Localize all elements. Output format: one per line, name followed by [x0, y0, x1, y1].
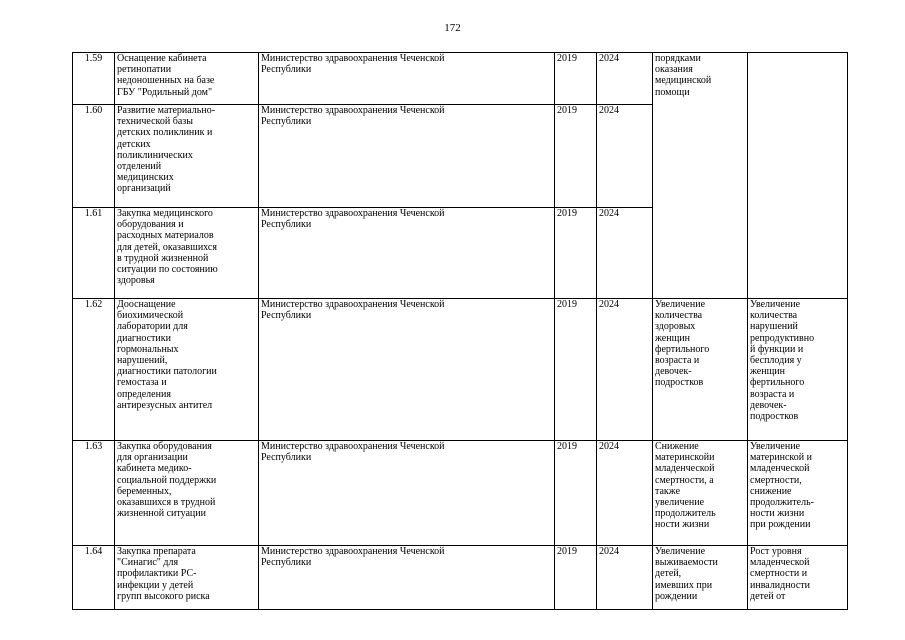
- executor: Министерство здравоохранения Чеченской Республики: [259, 441, 555, 546]
- executor: Министерство здравоохранения Чеченской Республики: [259, 546, 555, 610]
- table-row: [73, 441, 848, 546]
- measure-name: Дооснащение биохимической лаборатории для диагностики гормональных нарушений, диагностики патологии гемостаза и определения антирезусных антител: [115, 299, 259, 441]
- row-number: 1.64: [73, 546, 115, 610]
- risk: Увеличение количества нарушений репродуктивно й функции и бесплодия у женщин фертильного возраста и девочек- подростков: [748, 299, 848, 441]
- expected-result: Снижение материнскойи младенческой смертности, а также увеличение продолжитель ности жизни: [653, 441, 748, 546]
- start-year: 2019: [555, 546, 597, 610]
- page-number: 172: [444, 22, 461, 34]
- row-number: 1.63: [73, 441, 115, 546]
- start-year: 2019: [555, 105, 597, 208]
- risk: Увеличение материнской и младенческой смертности, снижение продолжитель- ности жизни при рождении: [748, 441, 848, 546]
- measure-name: Оснащение кабинета ретинопатии недоношенных на базе ГБУ "Родильный дом": [115, 53, 259, 105]
- table-row: [73, 53, 848, 105]
- risk: Рост уровня младенческой смертности и инвалидности детей от: [748, 546, 848, 610]
- end-year: 2024: [597, 105, 653, 208]
- executor: Министерство здравоохранения Чеченской Республики: [259, 208, 555, 299]
- risk-merged: [748, 53, 848, 299]
- executor: Министерство здравоохранения Чеченской Республики: [259, 53, 555, 105]
- measure-name: Закупка медицинского оборудования и расходных материалов для детей, оказавшихся в трудной жизненной ситуации по состоянию здоровья: [115, 208, 259, 299]
- row-number: 1.59: [73, 53, 115, 105]
- measure-name: Развитие материально- технической базы детских поликлиник и детских поликлинических отделений медицинских организаций: [115, 105, 259, 208]
- row-number: 1.62: [73, 299, 115, 441]
- expected-result: Увеличение выживаемости детей, имевших при рождении: [653, 546, 748, 610]
- measures-table: [72, 52, 848, 610]
- expected-result-merged: порядками оказания медицинской помощи: [653, 53, 748, 299]
- table-row: [73, 299, 848, 441]
- start-year: 2019: [555, 441, 597, 546]
- executor: Министерство здравоохранения Чеченской Республики: [259, 105, 555, 208]
- row-number: 1.60: [73, 105, 115, 208]
- measure-name: Закупка препарата "Синагис" для профилактики РС- инфекции у детей групп высокого риска: [115, 546, 259, 610]
- executor: Министерство здравоохранения Чеченской Республики: [259, 299, 555, 441]
- end-year: 2024: [597, 441, 653, 546]
- start-year: 2019: [555, 208, 597, 299]
- end-year: 2024: [597, 53, 653, 105]
- row-number: 1.61: [73, 208, 115, 299]
- end-year: 2024: [597, 299, 653, 441]
- end-year: 2024: [597, 208, 653, 299]
- table-row: [73, 546, 848, 610]
- measure-name: Закупка оборудования для организации кабинета медико- социальной поддержки беременных, оказавшихся в трудной жизненной ситуации: [115, 441, 259, 546]
- start-year: 2019: [555, 299, 597, 441]
- end-year: 2024: [597, 546, 653, 610]
- start-year: 2019: [555, 53, 597, 105]
- expected-result: Увеличение количества здоровых женщин фертильного возраста и девочек- подростков: [653, 299, 748, 441]
